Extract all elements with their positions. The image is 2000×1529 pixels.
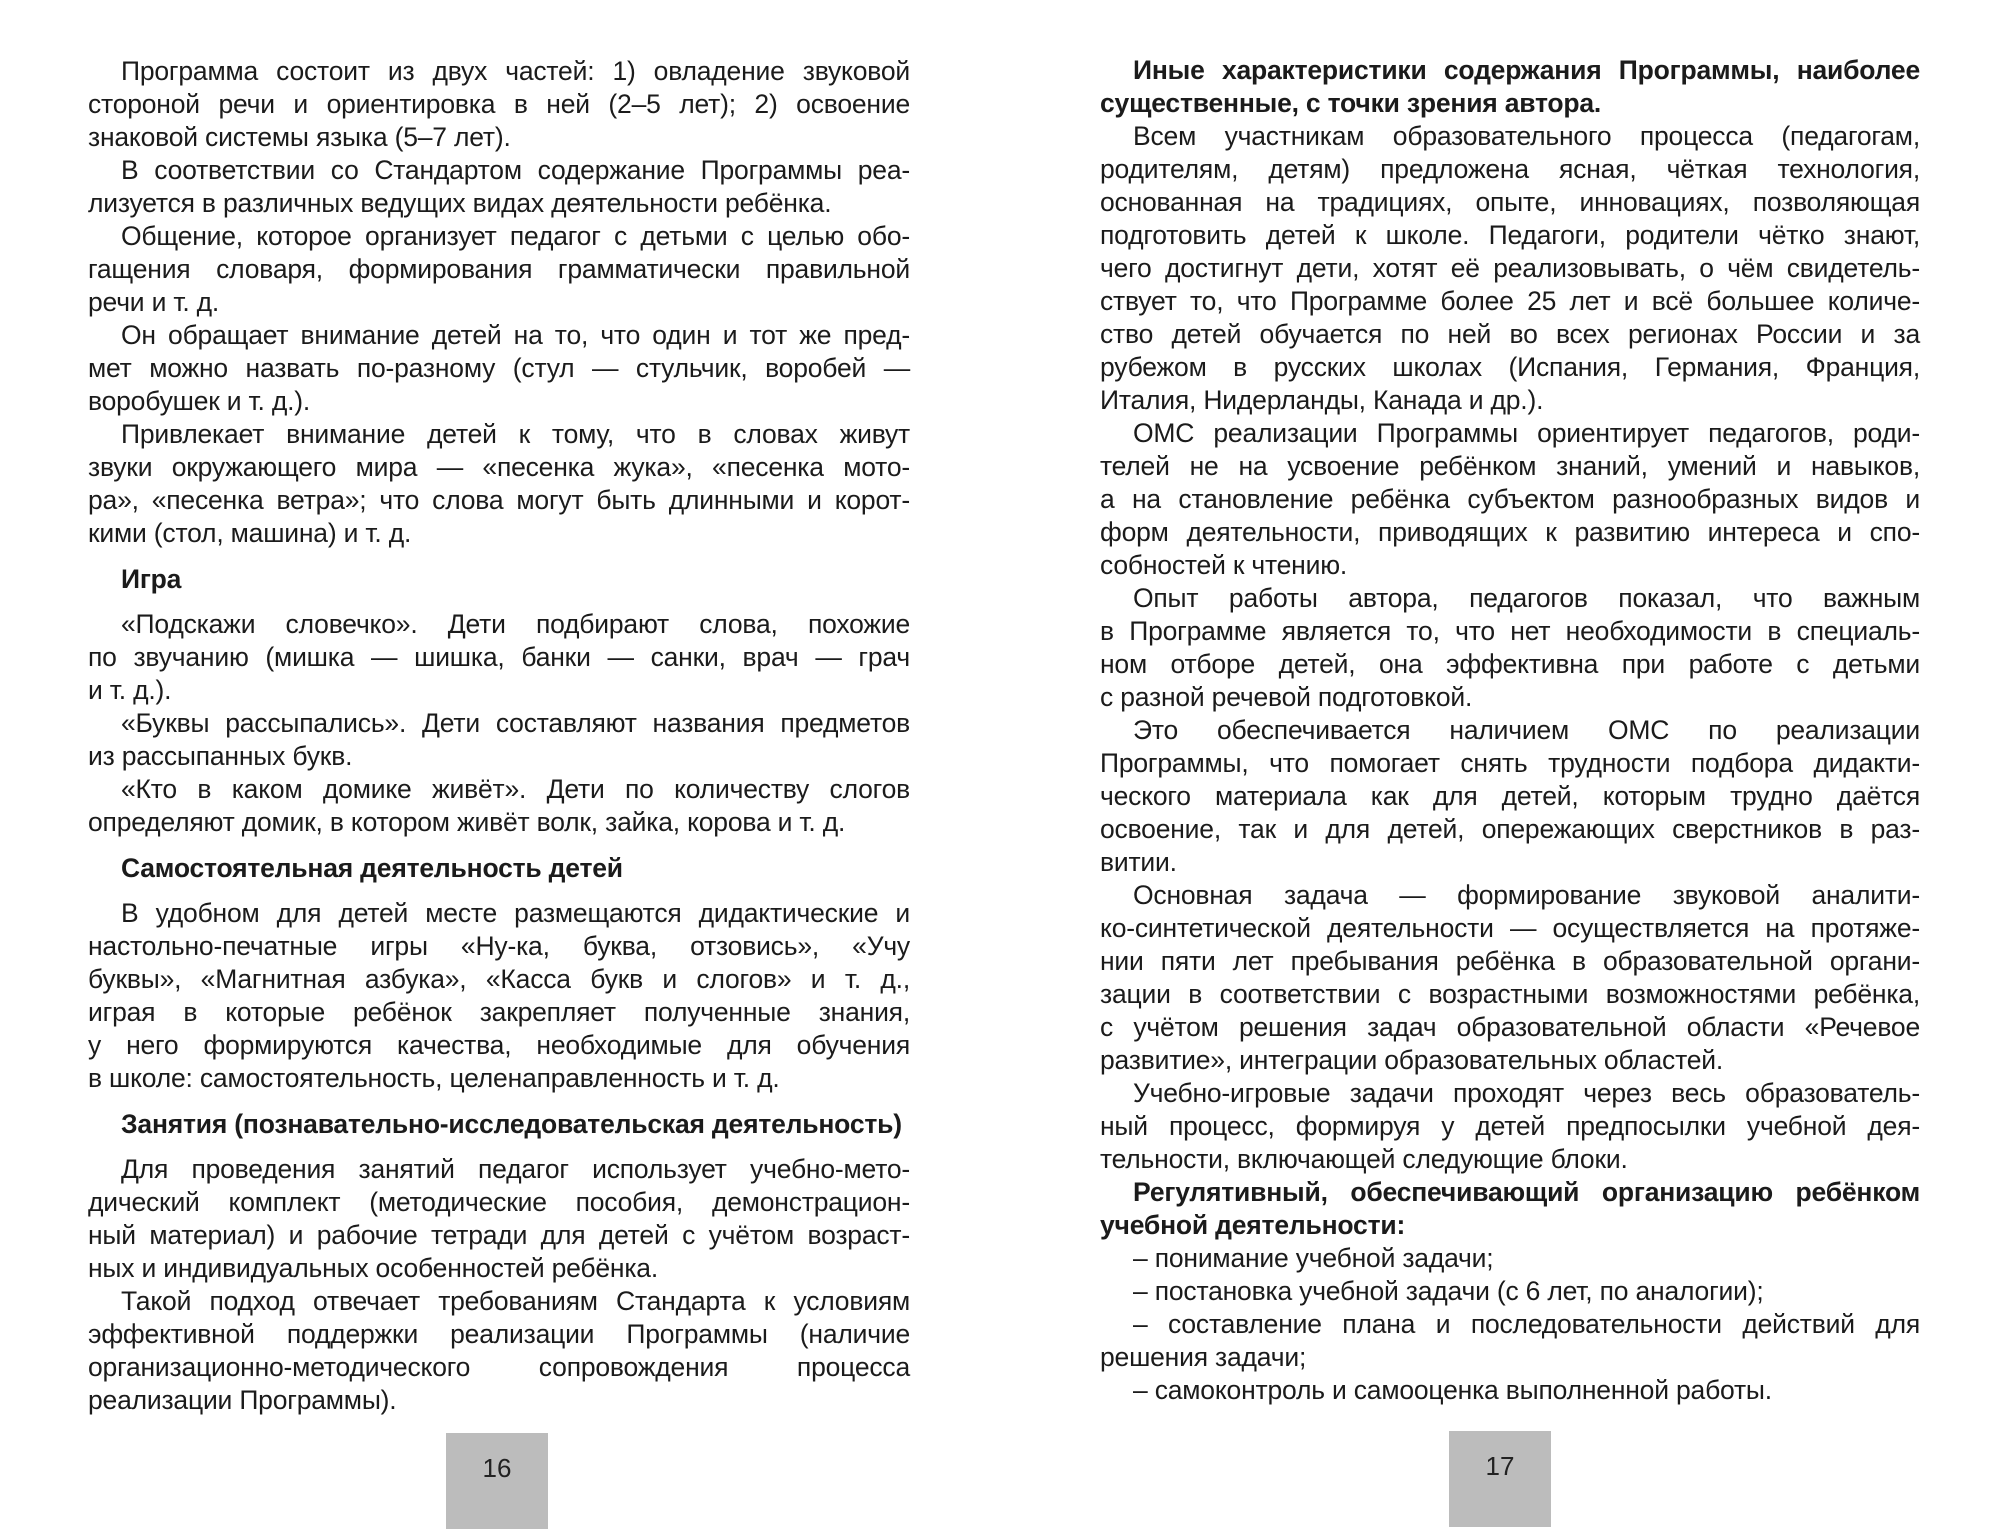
- text-line: ных и индивидуальных особенностей ребёнка.: [88, 1253, 659, 1283]
- text-line: играя в которые ребёнок закрепляет полученные знания,: [88, 997, 910, 1027]
- text-line: Общение, которое организует педагог с детьми с целью обо-: [121, 221, 910, 251]
- text-line: Основная задача — формирование звуковой аналити-: [1133, 880, 1920, 910]
- text-line: в школе: самостоятельность, целенаправленность и т. д.: [88, 1063, 780, 1093]
- text-line: и т. д.).: [88, 675, 172, 705]
- text-line: буквы», «Магнитная азбука», «Касса букв и слогов» и т. д.,: [88, 964, 910, 994]
- text-line: «Буквы рассыпались». Дети составляют названия предметов: [121, 708, 910, 738]
- paragraph: [1100, 582, 1920, 714]
- text-line: Такой подход отвечает требованиям Стандарта к условиям: [121, 1286, 910, 1316]
- text-line: из рассыпанных букв.: [88, 741, 353, 771]
- text-line: тельности, включающей следующие блоки.: [1100, 1144, 1628, 1174]
- text-line: дический комплект (методические пособия, демонстрацион-: [88, 1187, 910, 1217]
- text-line: основанная на традициях, опыте, инновациях, позволяющая: [1100, 187, 1920, 217]
- text-line: форм деятельности, приводящих к развитию интереса и спо-: [1100, 517, 1920, 547]
- paragraph: [88, 154, 910, 220]
- text-line: – составление плана и последовательности действий для: [1133, 1309, 1920, 1339]
- left-page-text: [88, 55, 910, 1417]
- paragraph: [88, 608, 910, 707]
- text-line: – постановка учебной задачи (с 6 лет, по аналогии);: [1133, 1276, 1764, 1306]
- text-line: В удобном для детей месте размещаются дидактические и: [121, 898, 910, 928]
- text-line: Занятия (познавательно-исследовательская деятельность): [121, 1109, 902, 1139]
- text-line: «Подскажи словечко». Дети подбирают слова, похожие: [121, 609, 910, 639]
- text-line: Опыт работы автора, педагогов показал, что важным: [1133, 583, 1920, 613]
- text-line: организационно-методического сопровождения процесса: [88, 1352, 910, 1382]
- text-line: с учётом решения задач образовательной области «Речевое: [1100, 1012, 1920, 1042]
- text-line: Для проведения занятий педагог использует учебно-мето-: [121, 1154, 910, 1184]
- text-line: освоение, так и для детей, опережающих сверстников в раз-: [1100, 814, 1920, 844]
- text-line: родителям, детям) предложена ясная, чёткая технология,: [1100, 154, 1920, 184]
- text-line: существенные, с точки зрения автора.: [1100, 88, 1602, 118]
- section-heading: [1100, 54, 1920, 120]
- paragraph: [88, 220, 910, 319]
- text-line: собностей к чтению.: [1100, 550, 1348, 580]
- text-line: ко-синтетической деятельности — осуществляется на протяже-: [1100, 913, 1920, 943]
- paragraph: [88, 707, 910, 773]
- text-line: витии.: [1100, 847, 1177, 877]
- text-line: развитие», интеграции образовательных областей.: [1100, 1045, 1724, 1075]
- text-line: ра», «песенка ветра»; что слова могут быть длинными и корот-: [88, 485, 910, 515]
- text-line: воробушек и т. д.).: [88, 386, 311, 416]
- page-number-right: 17: [1449, 1431, 1551, 1527]
- text-line: решения задачи;: [1100, 1342, 1307, 1372]
- list-item: [1100, 1374, 1920, 1407]
- text-line: Учебно-игровые задачи проходят через весь образователь-: [1133, 1078, 1920, 1108]
- text-line: Италия, Нидерланды, Канада и др.).: [1100, 385, 1544, 415]
- paragraph: [88, 418, 910, 550]
- page-number-left: 16: [446, 1433, 548, 1529]
- paragraph: [88, 1285, 910, 1417]
- text-line: определяют домик, в котором живёт волк, зайка, корова и т. д.: [88, 807, 846, 837]
- text-line: рубежом в русских школах (Испания, Германия, Франция,: [1100, 352, 1920, 382]
- text-line: знаковой системы языка (5–7 лет).: [88, 122, 511, 152]
- text-line: стороной речи и ориентировка в ней (2–5 лет); 2) освоение: [88, 89, 910, 119]
- list-item: [1100, 1275, 1920, 1308]
- text-line: кими (стол, машина) и т. д.: [88, 518, 412, 548]
- text-line: нии пяти лет пребывания ребёнка в образовательной органи-: [1100, 946, 1920, 976]
- text-line: телей не на усвоение ребёнком знаний, умений и навыков,: [1100, 451, 1920, 481]
- paragraph: [88, 897, 910, 1095]
- text-line: «Кто в каком домике живёт». Дети по количеству слогов: [121, 774, 910, 804]
- text-line: ство детей обучается по ней во всех регионах России и за: [1100, 319, 1920, 349]
- paragraph: [1100, 714, 1920, 879]
- paragraph: [88, 773, 910, 839]
- section-heading: [1100, 1176, 1920, 1242]
- text-line: подготовить детей к школе. Педагоги, родители чётко знают,: [1100, 220, 1920, 250]
- paragraph: [1100, 879, 1920, 1077]
- text-line: Программа состоит из двух частей: 1) овладение звуковой: [121, 56, 910, 86]
- text-line: – понимание учебной задачи;: [1133, 1243, 1494, 1273]
- section-heading: [88, 1108, 910, 1141]
- text-line: ОМС реализации Программы ориентирует педагогов, роди-: [1133, 418, 1920, 448]
- list-item: [1100, 1242, 1920, 1275]
- text-line: Он обращает внимание детей на то, что один и тот же пред-: [121, 320, 910, 350]
- text-line: по звучанию (мишка — шишка, банки — санки, врач — грач: [88, 642, 910, 672]
- text-line: ческого материала как для детей, которым трудно даётся: [1100, 781, 1920, 811]
- paragraph: [1100, 417, 1920, 582]
- section-heading: [88, 563, 910, 596]
- text-line: – самоконтроль и самооценка выполненной работы.: [1133, 1375, 1772, 1405]
- text-line: ный процесс, формируя у детей предпосылки учебной дея-: [1100, 1111, 1920, 1141]
- text-line: ствует то, что Программе более 25 лет и всё большее количе-: [1100, 286, 1920, 316]
- text-line: а на становление ребёнка субъектом разнообразных видов и: [1100, 484, 1920, 514]
- text-line: с разной речевой подготовкой.: [1100, 682, 1473, 712]
- text-line: Иные характеристики содержания Программы, наиболее: [1133, 55, 1920, 85]
- text-line: в Программе является то, что нет необходимости в специаль-: [1100, 616, 1920, 646]
- text-line: эффективной поддержки реализации Программы (наличие: [88, 1319, 910, 1349]
- text-line: В соответствии со Стандартом содержание Программы реа-: [121, 155, 910, 185]
- text-line: реализации Программы).: [88, 1385, 397, 1415]
- text-line: учебной деятельности:: [1100, 1210, 1406, 1240]
- text-line: лизуется в различных ведущих видах деятельности ребёнка.: [88, 188, 832, 218]
- text-line: зации в соответствии с возрастными возможностями ребёнка,: [1100, 979, 1920, 1009]
- text-line: ный материал) и рабочие тетради для детей с учётом возраст-: [88, 1220, 910, 1250]
- text-line: Регулятивный, обеспечивающий организацию ребёнком: [1133, 1177, 1920, 1207]
- text-line: чего достигнут дети, хотят её реализовывать, о чём свидетель-: [1100, 253, 1920, 283]
- text-line: Всем участникам образовательного процесса (педагогам,: [1133, 121, 1920, 151]
- paragraph: [88, 1153, 910, 1285]
- text-line: Программы, что помогает снять трудности подбора дидакти-: [1100, 748, 1920, 778]
- text-line: Игра: [121, 564, 182, 594]
- text-line: речи и т. д.: [88, 287, 220, 317]
- text-line: Самостоятельная деятельность детей: [121, 853, 623, 883]
- text-line: настольно-печатные игры «Ну-ка, буква, отзовись», «Учу: [88, 931, 910, 961]
- text-line: звуки окружающего мира — «песенка жука», «песенка мото-: [88, 452, 910, 482]
- paragraph: [88, 55, 910, 154]
- section-heading: [88, 852, 910, 885]
- list-item: [1100, 1308, 1920, 1374]
- paragraph: [1100, 1077, 1920, 1176]
- text-line: у него формируются качества, необходимые для обучения: [88, 1030, 910, 1060]
- text-line: Привлекает внимание детей к тому, что в словах живут: [121, 419, 910, 449]
- text-line: мет можно назвать по-разному (стул — стульчик, воробей —: [88, 353, 910, 383]
- text-line: ном отборе детей, она эффективна при работе с детьми: [1100, 649, 1920, 679]
- paragraph: [1100, 120, 1920, 417]
- text-line: гащения словаря, формирования грамматически правильной: [88, 254, 910, 284]
- right-page-text: [1100, 54, 1920, 1407]
- paragraph: [88, 319, 910, 418]
- text-line: Это обеспечивается наличием ОМС по реализации: [1133, 715, 1920, 745]
